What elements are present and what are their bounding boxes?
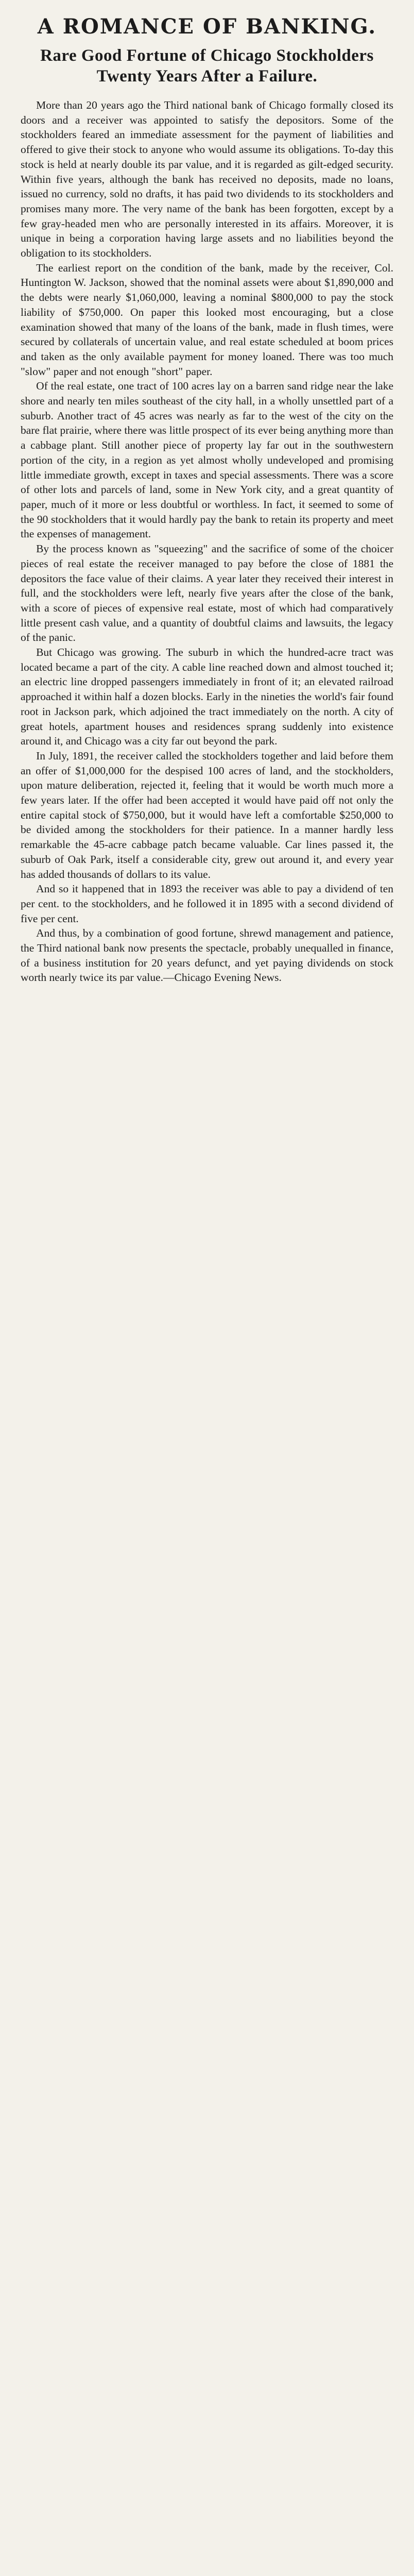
article-body — [21, 98, 393, 985]
paragraph: In July, 1891, the receiver called the stockholders together and laid before them an offer of $1,000,000 for the despised 100 acres of land, and the stockholders, upon mature deliberation, rejected it, feeling that it would be worth much more a few years later. If the offer had been accepted it would have paid off not only the entire capital stock of $750,000, but it would have left a comfortable $250,000 to be divided among the stockholders for their patience. In a manner hardly less remarkable the 45-acre cabbage patch became valuable. Car lines passed it, the suburb of Oak Park, itself a considerable city, grew out around it, and every year has added thousands of dollars to its value. — [21, 749, 393, 880]
headline: A ROMANCE OF BANKING. — [37, 14, 377, 39]
paragraph: By the process known as "squeezing" and the sacrifice of some of the choicer pieces of real estate the receiver managed to pay before the close of 1881 the depositors the face value of their claims. A year later they received their interest in full, and the stockholders were left, nearly five years after the close of the bank, with a score of pieces of expensive real estate, most of which had comparatively little present cash value, and a quantity of doubtful claims and lawsuits, the legacy of the panic. — [21, 543, 393, 644]
paragraph: The earliest report on the condition of the bank, made by the receiver, Col. Huntington W. Jackson, showed that the nominal assets were about $1,890,000 and the debts were nearly $1,060,000, leaving a nominal $800,000 to pay the stock liability of $750,000. On paper this looked most encouraging, but a close examination showed that many of the loans of the bank, made in flush times, were secured by collaterals of uncertain value, and real estate scheduled at boom prices and taken as the only available payment for money loaned. There was too much "slow" paper and not enough "short" paper. — [21, 261, 393, 378]
paragraph: More than 20 years ago the Third national bank of Chicago formally closed its doors and a receiver was appointed to satisfy the depositors. Some of the stockholders feared an immediate assessment for the payment of liabilities and offered to give their stock to anyone who would assume its obligations. To-day this stock is held at nearly double its par value, and it is regarded as gilt-edged security. Within five years, although the bank has received no deposits, made no loans, issued no currency, sold no drafts, it has paid two dividends to its stockholders and promises many more. The very name of the bank has been forgotten, except by a few gray-headed men who are personally interested in its affairs. Moreover, it is unique in being a corporation having large assets and no liabilities beyond the obligation to its stockholders. — [21, 99, 393, 260]
paragraph: Of the real estate, one tract of 100 acres lay on a barren sand ridge near the lake shore and nearly ten miles southeast of the city hall, in a wholly unsettled part of a suburb. Another tract of 45 acres was nearly as far to the west of the city on the bare flat prairie, where there was little prospect of its ever being anything more than a cabbage plant. Still another piece of property lay far out in the southwestern portion of the city, in a region as yet almost wholly undeveloped and promising little immediate growth, except in taxes and special assessments. There was a score of other lots and parcels of land, some in New York city, and a great quantity of paper, much of it more or less doubtful or worthless. In fact, it seemed to some of the 90 stockholders that it would hardly pay the bank to retain its property and meet the expenses of management. — [21, 380, 393, 540]
subheadline: Rare Good Fortune of Chicago Stockholders Twenty Years After a Failure. — [40, 46, 374, 86]
paragraph: And thus, by a combination of good fortune, shrewd management and patience, the Third national bank now presents the spectacle, probably unequalled in finance, of a business institution for 20 years defunct, and yet paying dividends on stock worth nearly twice its par value.—Chicago Evening News. — [21, 927, 393, 984]
paragraph: And so it happened that in 1893 the receiver was able to pay a dividend of ten per cent. to the stockholders, and he followed it in 1895 with a second dividend of five per cent. — [21, 883, 393, 925]
paragraph: But Chicago was growing. The suburb in which the hundred-acre tract was located became a part of the city. A cable line reached down and almost touched it; an electric line dropped passengers immediately in front of it; an elevated railroad approached it within half a dozen blocks. Early in the nineties the world's fair found root in Jackson park, which adjoined the tract immediately on the north. A city of great hotels, apartment houses and residences sprang suddenly into existence around it, and Chicago was a city far out beyond the park. — [21, 646, 393, 748]
